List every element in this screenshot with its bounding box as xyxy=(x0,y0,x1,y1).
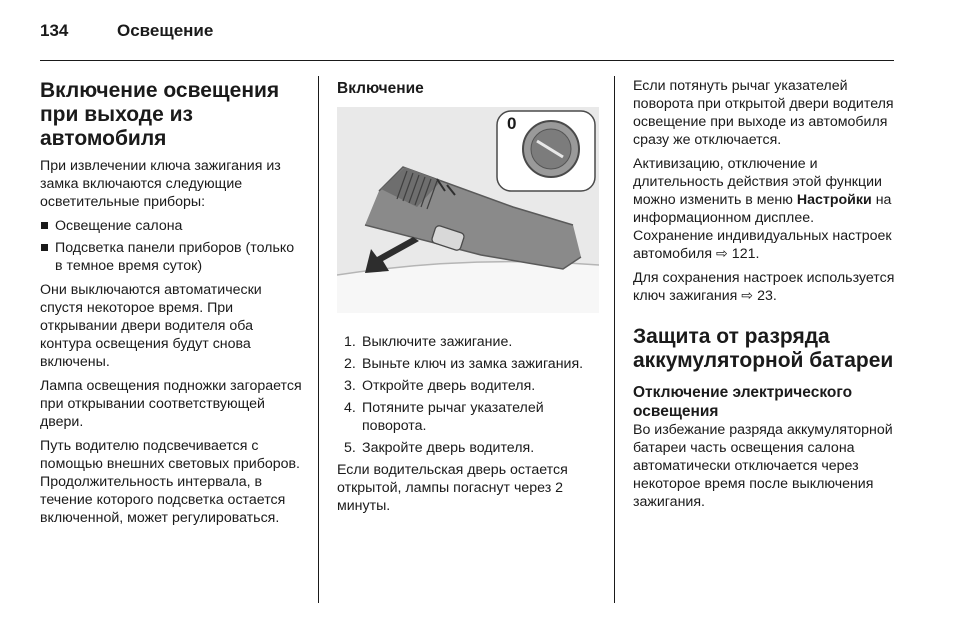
section-title: Освещение xyxy=(117,21,214,40)
paragraph: Во избежание разряда аккумуляторной батареи часть освещения салона автоматически отключается через некоторое время после выключения зажигания. xyxy=(633,422,893,510)
step-item: 5. Закройте дверь водителя. xyxy=(344,440,535,456)
position-zero-label: 0 xyxy=(507,114,517,133)
section-heading: Защита от разряда аккумуляторной батареи xyxy=(633,325,894,372)
paragraph: Они выключаются автоматически спустя некоторое время. При открывании двери водителя оба контура освещения будут снова включены. xyxy=(40,282,262,370)
step-item: 4. Потяните рычаг указателей поворота. xyxy=(344,400,544,434)
section-heading: Включение освещения при выходе из автомобиля xyxy=(40,79,280,150)
paragraph: Если потянуть рычаг указателей поворота при открытой двери водителя освещение при выходе из автомобиля сразу же отключается. xyxy=(633,78,894,148)
bullet-item: Подсветка панели приборов (только в темное время суток) xyxy=(40,239,302,275)
paragraph: Путь водителю подсвечивается с помощью внешних световых приборов. Продолжительность интервала, в течение которого подсветка остается включенной, может регулироваться. xyxy=(40,438,300,526)
subheading: Отключение электрического освещения xyxy=(633,384,853,420)
column-divider-1 xyxy=(318,76,319,603)
step-item: 1. Выключите зажигание. xyxy=(344,334,513,350)
subheading: Включение xyxy=(337,80,424,97)
column-2 xyxy=(337,79,599,98)
paragraph: Если водительская дверь остается открытой, лампы погаснут через 2 минуты. xyxy=(337,462,568,514)
bullet-item: Освещение салона xyxy=(40,217,302,235)
paragraph: При извлечении ключа зажигания из замка включаются следующие осветительные приборы: xyxy=(40,158,281,210)
paragraph: Для сохранения настроек используется ключ зажигания ⇨ 23. xyxy=(633,270,895,304)
page-number: 134 xyxy=(40,21,69,40)
step-item: 3. Откройте дверь водителя. xyxy=(344,378,536,394)
paragraph: Лампа освещения подножки загорается при открывании соответствующей двери. xyxy=(40,378,302,430)
column-divider-2 xyxy=(614,76,615,603)
settings-menu-name: Настройки xyxy=(796,192,872,208)
steps-column xyxy=(337,333,599,521)
column-1 xyxy=(40,79,302,533)
column-3 xyxy=(633,77,895,517)
header-divider xyxy=(40,60,894,61)
step-item: 2. Выньте ключ из замка зажигания. xyxy=(344,356,584,372)
paragraph: Активизацию, отключение и длительность действия этой функции можно изменить в меню Настройки на информационном дисплее. Сохранение индивидуальных настроек автомобиля ⇨ 121. xyxy=(633,156,892,262)
lever-illustration xyxy=(337,107,599,313)
page-reference: ⇨ 121. xyxy=(715,246,760,262)
